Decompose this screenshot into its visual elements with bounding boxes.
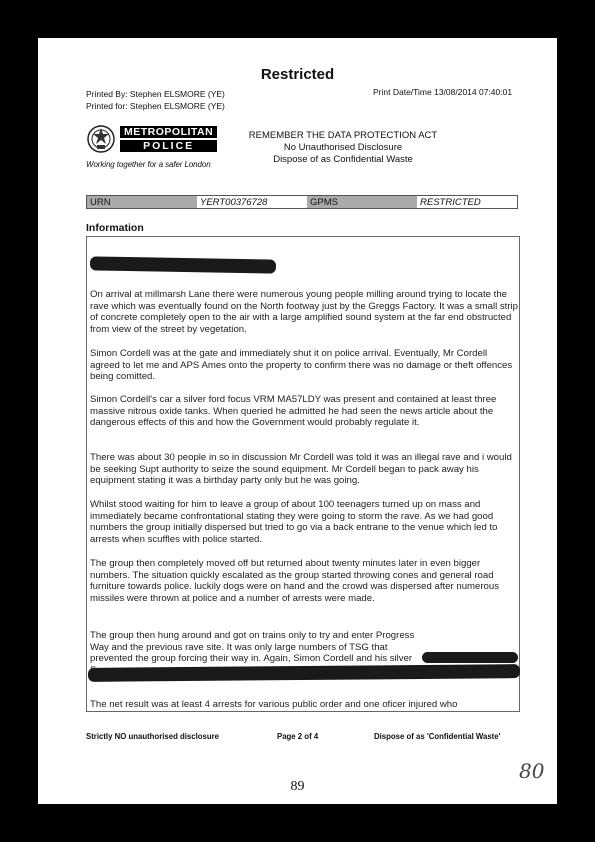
- redaction-bar: [422, 652, 518, 663]
- notice-line-3: Dispose of as Confidential Waste: [273, 154, 413, 165]
- paragraph-3: Simon Cordell's car a silver ford focus VRM MA57LDY was present and contained at least three massive nitrous oxide tanks. When queried he admitted he had seen the news article about the dangerous effects of this and how the Government would probably regulate it.: [90, 394, 497, 429]
- notice-line-1: REMEMBER THE DATA PROTECTION ACT: [248, 130, 438, 141]
- logo-line-metropolitan: METROPOLITAN: [120, 126, 217, 138]
- section-title: Information: [86, 222, 144, 234]
- paragraph-6: The group then completely moved off but returned about twenty minutes later in even bigger numbers. The situation quickly escalated as the group started throwing cones and general road furniture towards police. luckily dogs were on hand and the crowd was dispersed after numerous missiles were thrown at police and a number of arrests were made.: [90, 558, 500, 604]
- paragraph-7: The group then hung around and got on trains only to try and enter Progress Way and the previous rave site. It was only large numbers of TSG that prevented the group forcing their way in. Again, Simon Cordell and his silver: [90, 630, 415, 665]
- logo-tagline: Working together for a safer London: [86, 160, 211, 169]
- data-protection-notice: [238, 130, 448, 166]
- urn-value: YERT00376728: [200, 196, 268, 208]
- paragraph-8: The net result was at least 4 arrests for various public order and one oficer injured who: [90, 699, 458, 710]
- paragraph-2: Simon Cordell was at the gate and immediately shut it on police arrival. Eventually, Mr Cordell agreed to let me and APS Ames onto the property to confirm there was no damage or theft offences being comitted.: [90, 348, 513, 383]
- notice-line-2: No Unauthorised Disclosure: [283, 142, 403, 153]
- printed-by: Printed By: Stephen ELSMORE (YE): [86, 89, 225, 99]
- paragraph-1: On arrival at millmarsh Lane there were numerous young people milling around trying to locate the rave which was eventually found on the North footway just by the Greggs Factory. It was a small strip of concrete completely open to the air with a large amplified sound system at the far end obstructed from view of the street by vegetation.: [90, 289, 519, 335]
- record-bar: [86, 195, 518, 209]
- footer-left: Strictly NO unauthorised disclosure: [86, 732, 220, 741]
- gpms-label: GPMS: [307, 196, 417, 208]
- met-police-logo: [86, 122, 226, 156]
- footer-page: Page 2 of 4: [277, 732, 319, 741]
- logo-wordmark: [120, 126, 217, 152]
- footer-right: Dispose of as 'Confidential Waste': [374, 732, 501, 741]
- logo-line-police: POLICE: [120, 140, 217, 152]
- print-datetime: Print Date/Time 13/08/2014 07:40:01: [373, 87, 513, 97]
- printed-for: Printed for: Stephen ELSMORE (YE): [86, 101, 225, 111]
- paragraph-4: There was about 30 people in so in discussion Mr Cordell was told it was an illegal rave and i would be seeking Supt authority to seize the sound equipment. Mr Cordell began to pack away his equipment stating it was a birthday party only but he was going.: [90, 452, 512, 487]
- gpms-value: RESTRICTED: [420, 196, 481, 208]
- crest-icon: [86, 124, 116, 154]
- page-number: 89: [290, 779, 305, 794]
- handwritten-number: 80: [519, 759, 545, 783]
- classification-title: Restricted: [260, 66, 335, 83]
- document-page: [38, 38, 557, 804]
- urn-label: URN: [87, 196, 197, 208]
- paragraph-5: Whilst stood waiting for him to leave a group of about 100 teenagers turned up on mass and immediately became confrontational stating they were going to storm the rave. As we had good numbers the group initially dispersed but tried to go via a back entrane to the venue which led to arrests when scuffles with police started.: [90, 499, 498, 545]
